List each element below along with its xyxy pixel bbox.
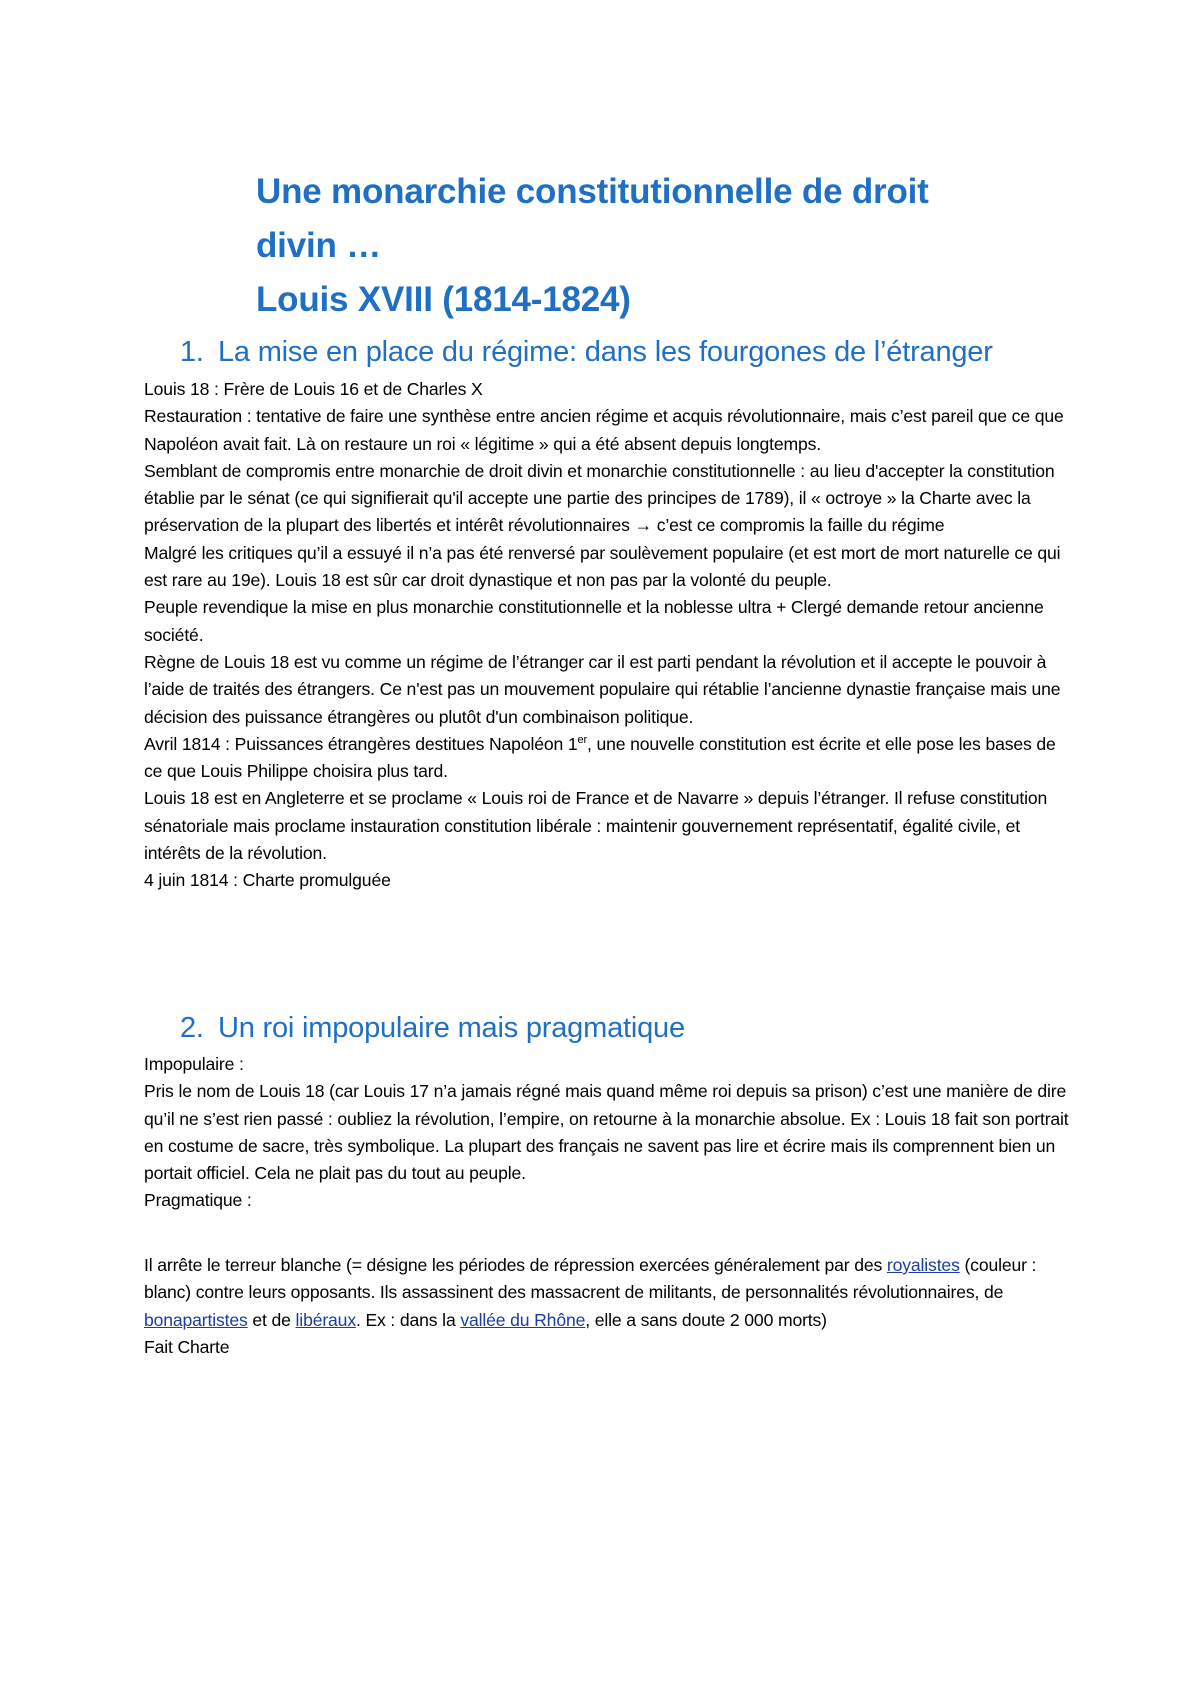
arrow-right-icon: → [634,515,652,536]
section-1-heading [180,334,993,370]
label-pragmatique: Pragmatique : [144,1190,252,1211]
title-line-1: Une monarchie constitutionnelle de droit [256,172,929,211]
section-2-body [144,1051,1074,1215]
link-liberaux[interactable]: libéraux [295,1309,356,1330]
section-2-body-continued [144,1252,1074,1361]
section-2-title: Un roi impopulaire mais pragmatique [218,1012,685,1044]
paragraph-text: (couleur : blanc) contre leurs opposants. Ils assassinent des massacrent de militants, de personnalités révolutionnaires, de [144,1255,1037,1303]
section-1-body [144,376,1074,895]
paragraph-text: Avril 1814 : Puissances étrangères destitues Napoléon 1 [144,733,578,754]
link-bonapartistes[interactable]: bonapartistes [144,1309,248,1330]
paragraph [144,1252,1074,1334]
title-line-2: divin … [256,226,381,265]
paragraph [144,731,1074,786]
paragraph: Louis 18 est en Angleterre et se proclame « Louis roi de France et de Navarre » depuis l’étranger. Il refuse constitution sénatoriale mais proclame instauration constitution libérale : maintenir gouvernement représentatif, égalité civile, et intérêts de la révolution. [144,788,1048,864]
paragraph-text: et de [247,1309,296,1330]
section-1-number: 1. [180,336,204,368]
paragraph: Restauration : tentative de faire une synthèse entre ancien régime et acquis révolutionnaire, mais c’est pareil que ce que Napoléon avait fait. Là on restaure un roi « légitime » qui a été absent depuis longtemps. [144,406,1064,454]
paragraph-text: . Ex : dans la [355,1309,461,1330]
title-line-3: Louis XVIII (1814-1824) [256,280,631,319]
paragraph: Peuple revendique la mise en plus monarchie constitutionnelle et la noblesse ultra + Clergé demande retour ancienne société. [144,597,1044,645]
paragraph [144,458,1074,540]
label-impopulaire: Impopulaire : [144,1054,244,1074]
paragraph: Fait Charte [144,1336,230,1357]
paragraph-text: , une nouvelle constitution est écrite et elle pose les bases de ce que Louis Philippe choisira plus tard. [144,733,1056,782]
superscript: er [577,734,587,746]
paragraph-text: c’est ce compromis la faille du régime [656,515,945,536]
document-title [256,165,1056,327]
paragraph: Malgré les critiques qu’il a essuyé il n’a pas été renversé par soulèvement populaire (et est mort de mort naturelle ce qui est rare au 19e). Louis 18 est sûr car droit dynastique et non pas par la volonté du peuple. [144,542,1061,591]
paragraph: Pris le nom de Louis 18 (car Louis 17 n’a jamais régné mais quand même roi depuis sa prison) c’est une manière de dire qu’il ne s’est rien passé : oubliez la révolution, l’empire, on retourne à la monarchie absolue. Ex : Louis 18 fait son portrait en costume de sacre, très symbolique. La plupart des français ne savent pas lire et écrire mais ils comprennent bien un portait officiel. Cela ne plait pas du tout au peuple. [144,1081,1069,1184]
paragraph: Louis 18 : Frère de Louis 16 et de Charles X [144,379,483,399]
link-royalistes[interactable]: royalistes [886,1255,960,1275]
link-vallee-du-rhone[interactable]: vallée du Rhône [460,1309,586,1330]
paragraph: Règne de Louis 18 est vu comme un régime de l’étranger car il est parti pendant la révolution et il accepte le pouvoir à l’aide de traités des étrangers. Ce n'est pas un mouvement populaire qui rétablie l’ancienne dynastie française mais une décision des puissance étrangères ou plutôt d'un combinaison politique. [144,651,1061,727]
paragraph-text: , elle a sans doute 2 000 morts) [585,1309,827,1330]
section-1-title: La mise en place du régime: dans les fourgones de l’étranger [218,336,993,368]
paragraph: 4 juin 1814 : Charte promulguée [144,870,391,891]
section-2-number: 2. [180,1012,204,1044]
paragraph-text: Il arrête le terreur blanche (= désigne les périodes de répression exercées généralement par des [144,1255,887,1275]
paragraph-text: Semblant de compromis entre monarchie de droit divin et monarchie constitutionnelle : au lieu d'accepter la constitution établie par le sénat (ce qui signifierait qu'il accepte une partie des principes de 1789), il « octroye » la Charte avec la préservation de la plupart des libertés et intérêt révolutionnaires [144,460,1055,536]
section-2-heading [180,1010,685,1046]
